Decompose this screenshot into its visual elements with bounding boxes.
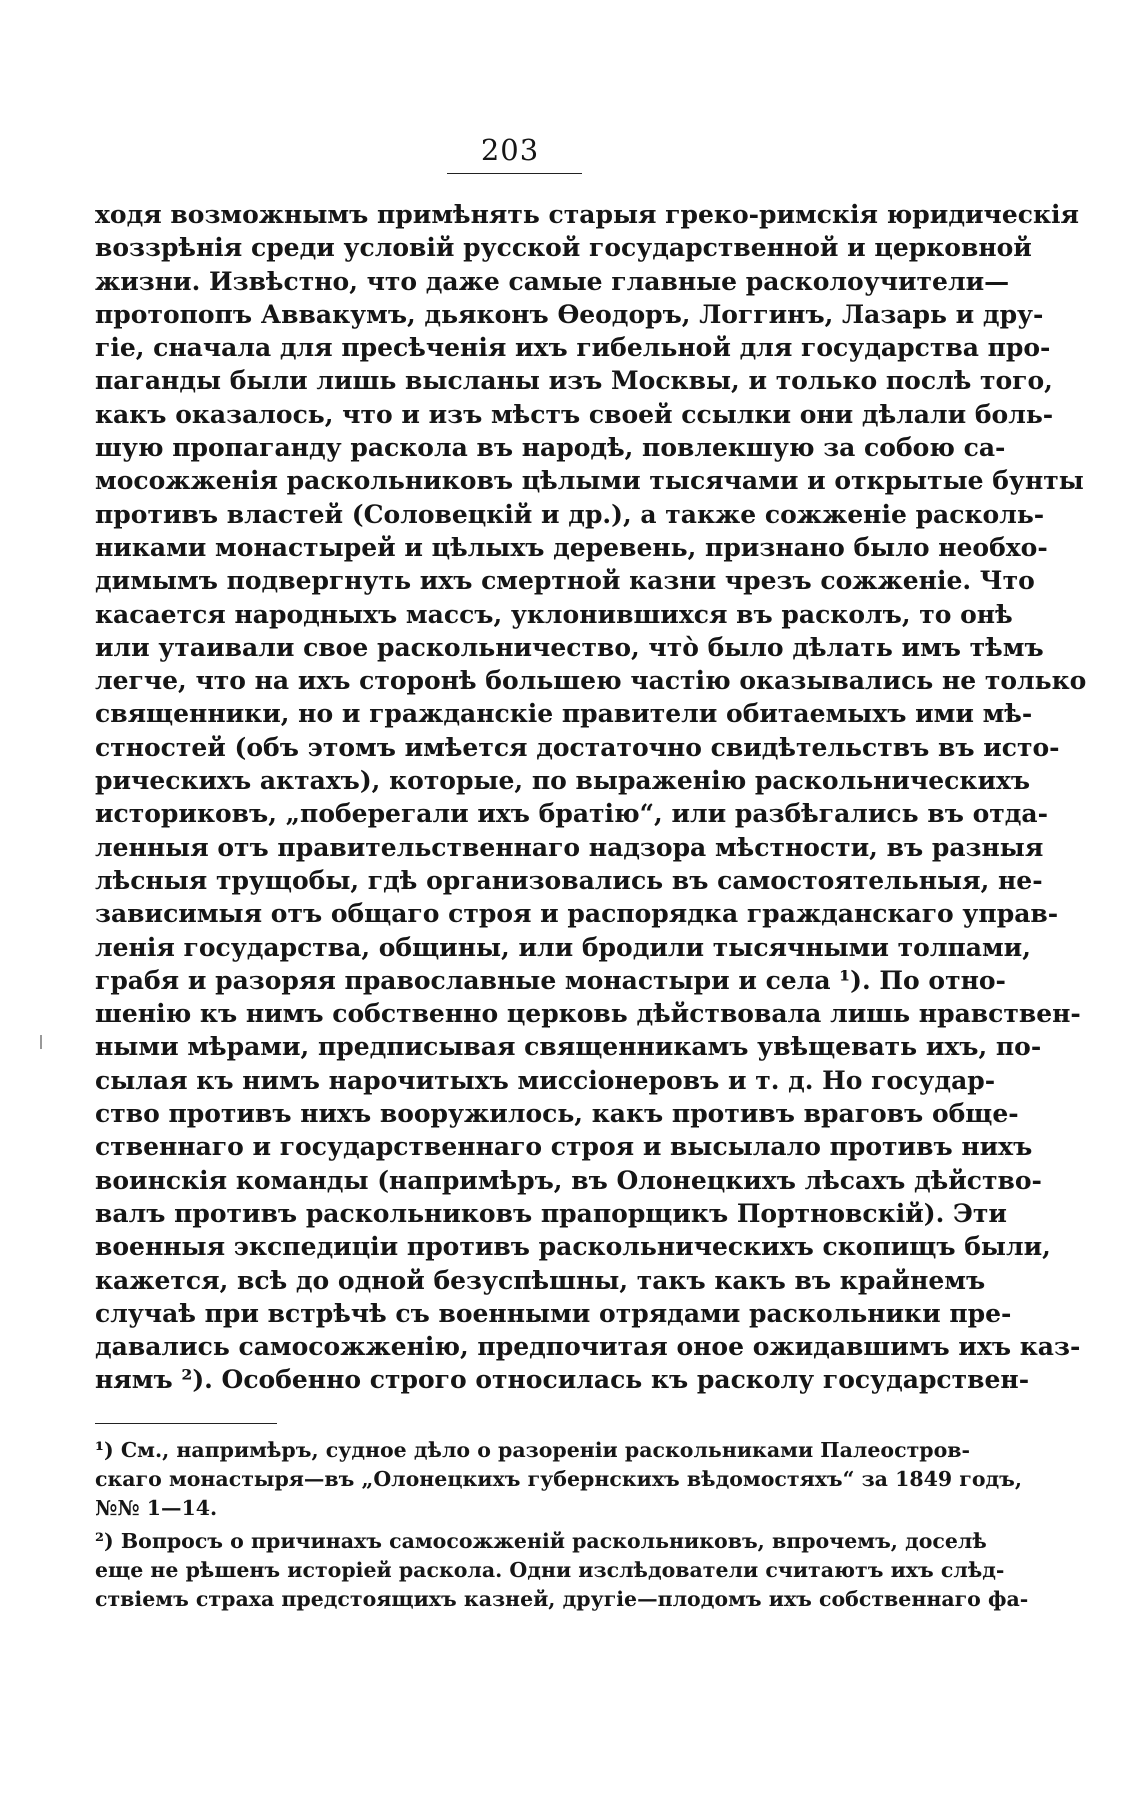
footnote-1 — [95, 1436, 1023, 1523]
footnote-line: еще не рѣшенъ исторіей раскола. Одни изслѣдователи считаютъ ихъ слѣд- — [95, 1558, 1005, 1582]
page-number-rule — [447, 173, 582, 174]
text-line: зависимыя отъ общаго строя и распорядка гражданскаго управ- — [95, 899, 1059, 929]
text-line: никами монастырей и цѣлыхъ деревень, признано было необхо- — [95, 532, 1048, 562]
text-line: рическихъ актахъ), которые, по выраженію раскольническихъ — [95, 766, 1031, 796]
footnote-2 — [95, 1527, 1029, 1614]
text-line: шенію къ нимъ собственно церковь дѣйствовала лишь нравствен- — [95, 999, 1081, 1029]
text-line: воззрѣнія среди условій русской государственной и церковной — [95, 233, 1032, 263]
text-line: случаѣ при встрѣчѣ съ военными отрядами раскольники пре- — [95, 1298, 1012, 1328]
text-line: священники, но и гражданскіе правители обитаемыхъ ими мѣ- — [95, 699, 1033, 729]
text-line: ственнаго и государственнаго строя и высылало противъ нихъ — [95, 1132, 1033, 1162]
text-line: протопопъ Аввакумъ, дьяконъ Ѳеодоръ, Логгинъ, Лазарь и дру- — [95, 299, 1044, 329]
text-line: шую пропаганду раскола въ народѣ, повлекшую за собою са- — [95, 433, 1006, 463]
footnote-rule — [95, 1423, 277, 1424]
text-line: историковъ, „поберегали ихъ братію“, или разбѣгались въ отда- — [95, 799, 1048, 829]
text-line: нямъ ²). Особенно строго относилась къ расколу государствен- — [95, 1365, 1030, 1395]
text-line: гіе, сначала для пресѣченія ихъ гибельной для государства про- — [95, 333, 1051, 363]
text-line: мосожженія раскольниковъ цѣлыми тысячами и открытые бунты — [95, 466, 1084, 496]
text-line: грабя и разоряя православные монастыри и села ¹). По отно- — [95, 965, 1006, 995]
text-line: ство противъ нихъ вооружилось, какъ противъ враговъ обще- — [95, 1099, 1019, 1129]
text-line: касается народныхъ массъ, уклонившихся въ расколъ, то онѣ — [95, 599, 1013, 629]
text-line: димымъ подвергнуть ихъ смертной казни чрезъ сожженіе. Что — [95, 566, 1035, 596]
text-line: кажется, всѣ до одной безуспѣшны, такъ какъ въ крайнемъ — [95, 1265, 986, 1295]
footnote-line: ствіемъ страха предстоящихъ казней, другіе—плодомъ ихъ собственнаго фа- — [95, 1587, 1029, 1611]
footnote-line: скаго монастыря—въ „Олонецкихъ губернскихъ вѣдомостяхъ“ за 1849 годъ, — [95, 1467, 1023, 1491]
page-number: 203 — [480, 133, 540, 167]
text-line: паганды были лишь высланы изъ Москвы, и только послѣ того, — [95, 366, 1053, 396]
text-line: сылая къ нимъ нарочитыхъ миссіонеровъ и т. д. Но государ- — [95, 1065, 996, 1095]
text-line: легче, что на ихъ сторонѣ большею частію оказывались не только — [95, 666, 1087, 696]
text-line: валъ противъ раскольниковъ прапорщикъ Портновскій). Эти — [95, 1198, 1007, 1228]
text-line: ходя возможнымъ примѣнять старыя греко-римскія юридическія — [95, 200, 1079, 229]
footnotes — [95, 1436, 1029, 1614]
footnote-line: ²) Вопросъ о причинахъ самосожженій раскольниковъ, впрочемъ, доселѣ — [95, 1529, 987, 1553]
text-line: воинскія команды (напримѣръ, въ Олонецкихъ лѣсахъ дѣйство- — [95, 1165, 1042, 1195]
text-line: ными мѣрами, предписывая священникамъ увѣщевать ихъ, по- — [95, 1032, 1042, 1062]
text-line: стностей (объ этомъ имѣется достаточно свидѣтельствъ въ исто- — [95, 732, 1060, 762]
text-line: военныя экспедиціи противъ раскольническихъ скопищъ были, — [95, 1232, 1051, 1262]
text-line: жизни. Извѣстно, что даже самые главные расколоучители— — [95, 266, 1010, 296]
text-line: давались самосожженію, предпочитая оное ожидавшимъ ихъ каз- — [95, 1332, 1081, 1362]
body-text — [95, 198, 1087, 1397]
footnote-line: ¹) См., напримѣръ, судное дѣло о разореніи раскольниками Палеостров- — [95, 1438, 971, 1462]
text-line: ленія государства, общины, или бродили тысячными толпами, — [95, 932, 1031, 962]
footnote-line: №№ 1—14. — [95, 1496, 218, 1520]
text-line: или утаивали свое раскольничество, что̀ было дѣлать имъ тѣмъ — [95, 632, 1044, 662]
text-line: какъ оказалось, что и изъ мѣстъ своей ссылки они дѣлали боль- — [95, 399, 1054, 429]
text-line: противъ властей (Соловецкій и др.), а также сожженіе расколь- — [95, 499, 1045, 529]
text-line: лѣсныя трущобы, гдѣ организовались въ самостоятельныя, не- — [95, 865, 1043, 895]
scan-speck — [40, 1035, 42, 1049]
text-line: ленныя отъ правительственнаго надзора мѣстности, въ разныя — [95, 832, 1044, 862]
